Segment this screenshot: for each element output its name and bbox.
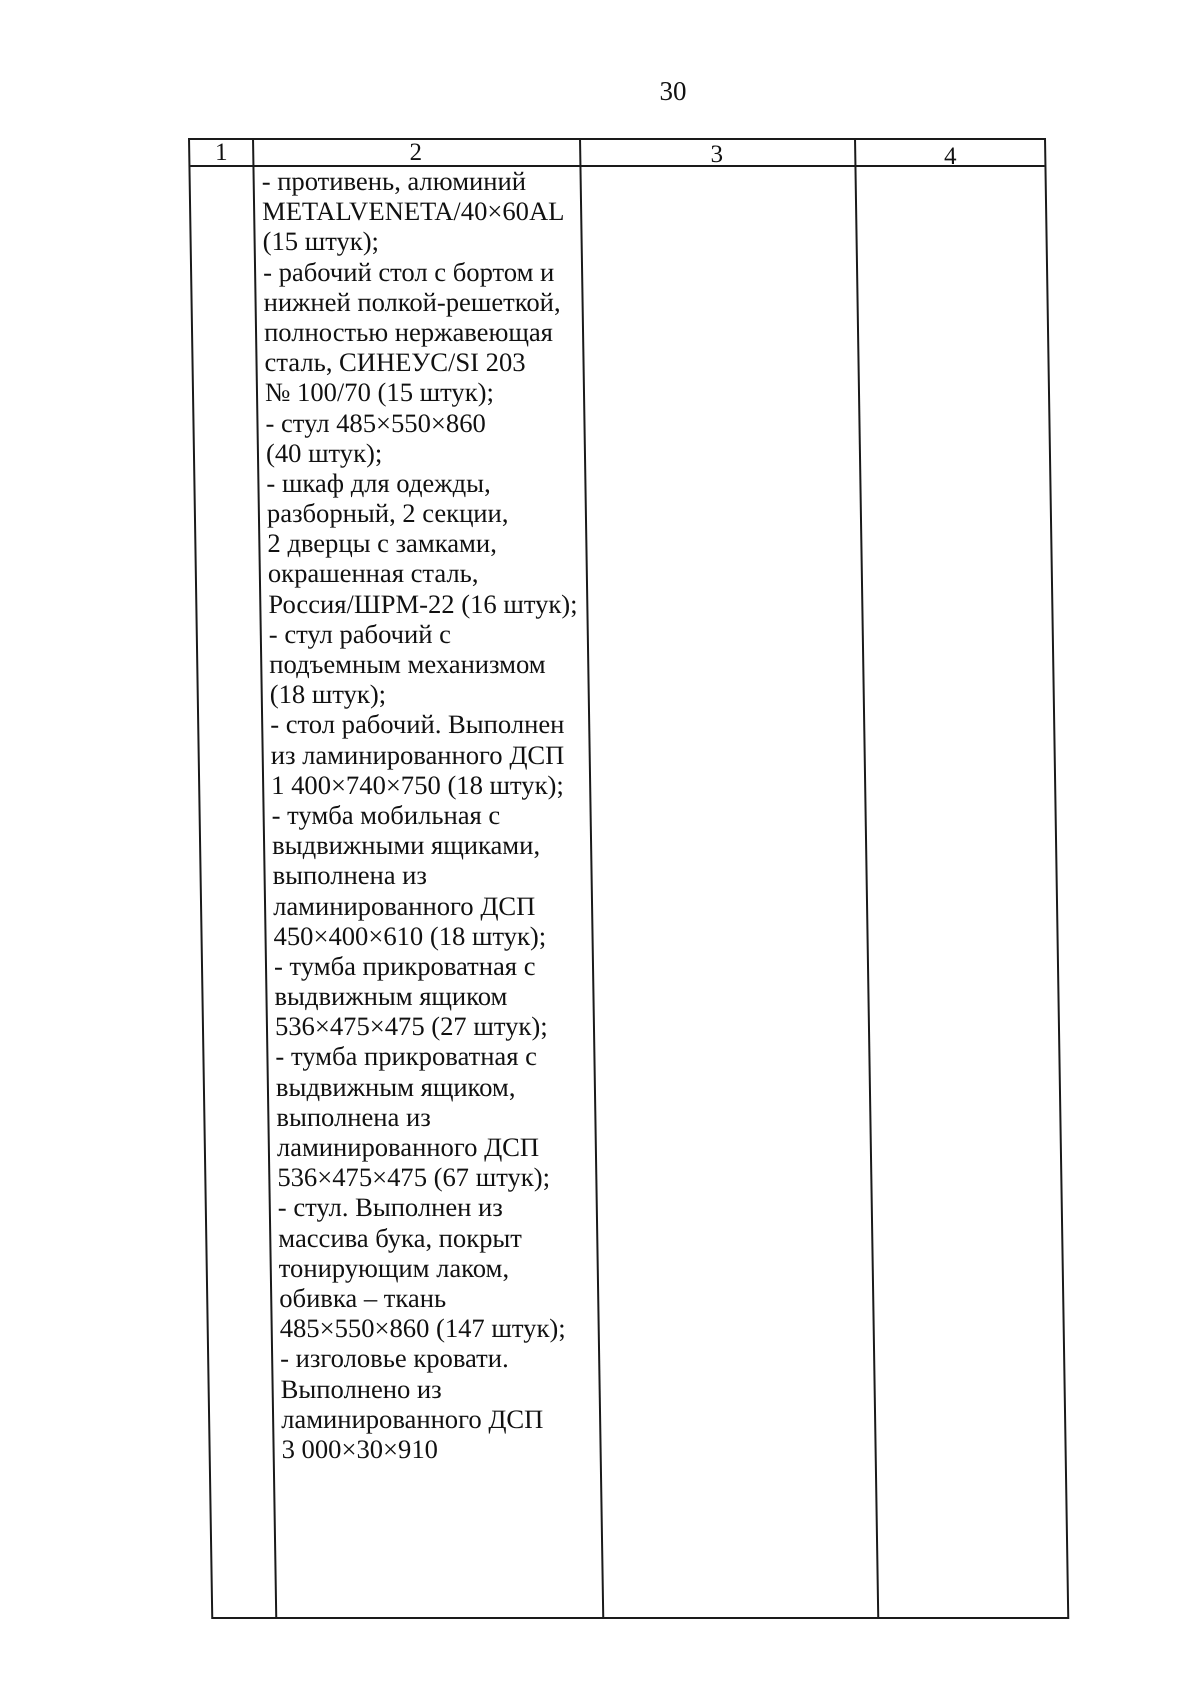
text-line: ламинированного ДСП xyxy=(280,1403,544,1434)
text-line: нижней полкой-решеткой, xyxy=(263,286,561,317)
text-line: Выполнено из xyxy=(280,1373,442,1404)
text-line: тонирующим лаком, xyxy=(278,1252,510,1283)
text-line: разборный, 2 секции, xyxy=(266,498,509,529)
text-line: 536×475×475 (67 штук); xyxy=(277,1162,551,1193)
column-header-3: 3 xyxy=(710,141,724,168)
text-line: 2 дверцы с замками, xyxy=(267,528,497,559)
text-line: 3 000×30×910 xyxy=(281,1433,439,1464)
text-line: из ламинированного ДСП xyxy=(270,739,565,770)
text-line: сталь, СИНЕУС/SI 203 xyxy=(264,347,526,378)
text-line: - противень, алюминий xyxy=(261,166,527,196)
text-line: окрашенная сталь, xyxy=(267,558,479,589)
page-number: 30 xyxy=(659,76,687,106)
text-line: ламинированного ДСП xyxy=(276,1132,540,1162)
text-line: Россия/ШРМ-22 (16 штук); xyxy=(268,588,578,619)
text-line: выдвижным ящиком xyxy=(274,981,508,1012)
text-line: обивка – ткань xyxy=(278,1282,447,1313)
text-line: выполнена из xyxy=(272,860,428,891)
text-line: полностью нержавеющая xyxy=(263,316,554,347)
text-line: - шкаф для одежды, xyxy=(266,467,491,498)
column-2-cell xyxy=(261,166,599,1464)
table-header-row xyxy=(190,139,1044,170)
text-line: (40 штук); xyxy=(265,437,383,468)
text-line: - стул 485×550×860 xyxy=(265,407,487,438)
text-line: № 100/70 (15 штук); xyxy=(264,377,495,408)
text-line: (18 штук); xyxy=(269,679,387,710)
column-header-1: 1 xyxy=(214,139,228,166)
text-line: METALVENETA/40×60AL xyxy=(261,196,565,227)
text-line: 536×475×475 (27 штук); xyxy=(274,1011,548,1042)
text-line: - тумба прикроватная с xyxy=(275,1041,538,1072)
text-line: - тумба мобильная с xyxy=(271,799,501,830)
column-header-4: 4 xyxy=(943,143,957,170)
text-line: (15 штук); xyxy=(262,226,380,257)
text-line: ламинированного ДСП xyxy=(272,890,536,921)
text-line: 485×550×860 (147 штук); xyxy=(279,1313,566,1344)
text-line: подъемным механизмом xyxy=(269,649,546,679)
column-header-2: 2 xyxy=(409,139,423,166)
text-line: выдвижными ящиками, xyxy=(271,830,541,861)
text-line: 1 400×740×750 (18 штук); xyxy=(270,769,564,800)
text-line: - стул. Выполнен из xyxy=(277,1192,504,1223)
text-line: выполнена из xyxy=(276,1101,431,1132)
text-line: массива бука, покрыт xyxy=(278,1222,523,1253)
document-table xyxy=(188,138,1069,1619)
text-line: - стол рабочий. Выполнен xyxy=(269,709,565,740)
text-line: - изголовье кровати. xyxy=(279,1343,509,1374)
column-divider-3 xyxy=(854,140,879,1617)
text-line: 450×400×610 (18 штук); xyxy=(273,920,547,951)
text-line: - стул рабочий с xyxy=(268,618,452,649)
text-line: - рабочий стол с бортом и xyxy=(262,256,555,287)
text-line: выдвижным ящиком, xyxy=(275,1071,516,1102)
text-line: - тумба прикроватная с xyxy=(273,950,536,981)
